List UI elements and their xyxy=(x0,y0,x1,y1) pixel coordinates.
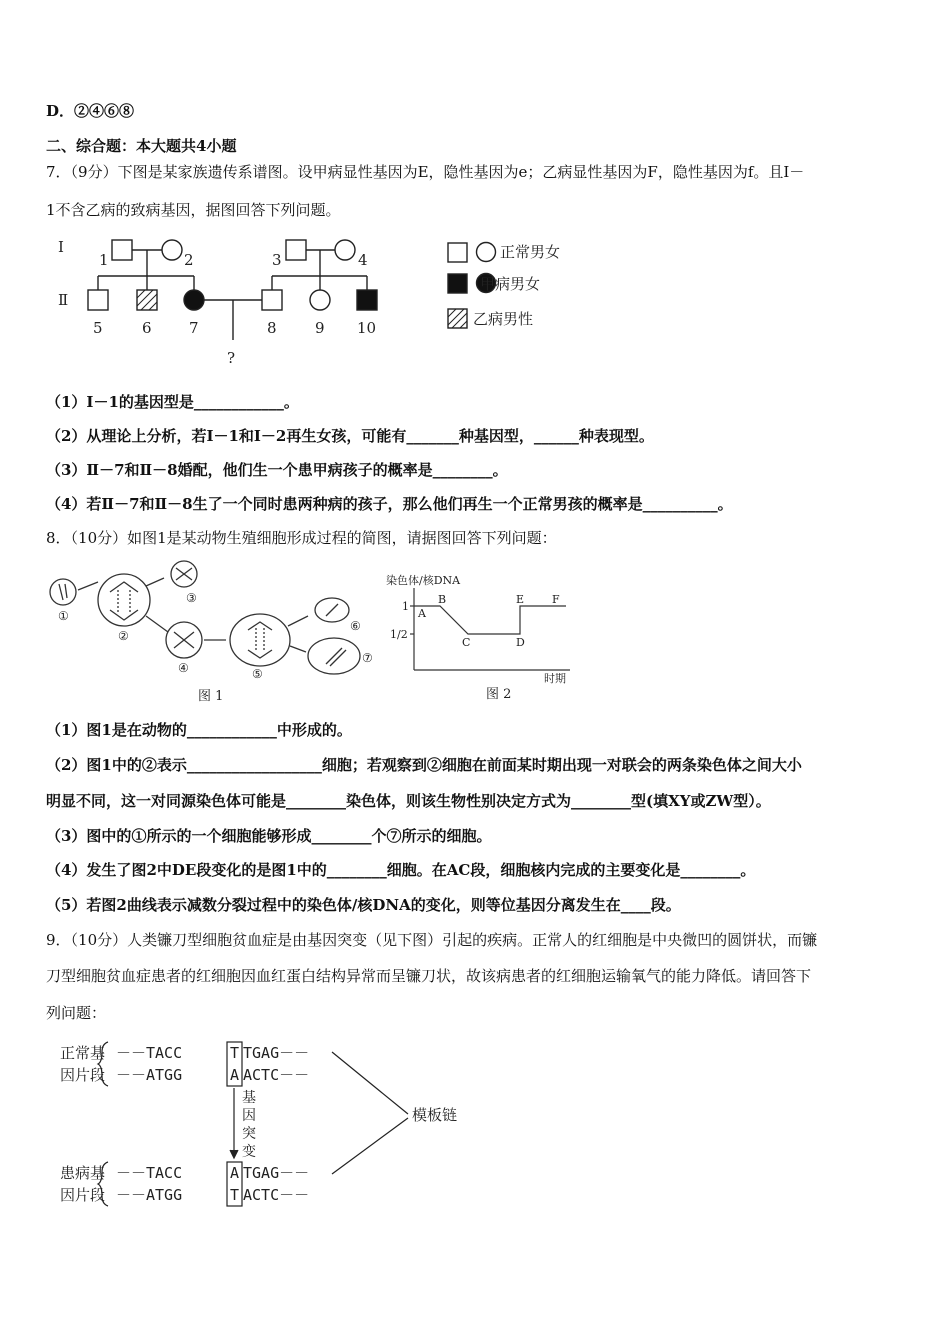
fig1-label-4: ④ xyxy=(178,661,189,675)
ped-ii9-female xyxy=(310,290,330,310)
ped-i2-female xyxy=(162,240,182,260)
fig2-tick-label-half: 1/2 xyxy=(390,628,408,641)
q9-stem-line2: 刀型细胞贫血症患者的红细胞因血红蛋白结构异常而呈镰刀状，故该病患者的红细胞运输氧气的能力降低。请回答下 xyxy=(46,967,812,985)
mutation-label-1: 基 xyxy=(242,1090,256,1106)
ped-label-2: 2 xyxy=(184,251,194,269)
ped-gen-i: Ⅰ xyxy=(58,238,64,256)
fig2-xlabel: 时期 xyxy=(544,672,566,685)
ped-i4-female xyxy=(335,240,355,260)
fig2-point-c: C xyxy=(462,636,471,649)
fig1-label-6: ⑥ xyxy=(350,619,361,633)
legend-jia-male xyxy=(448,274,467,293)
sick-top-strand-left: －－TACC xyxy=(116,1164,183,1182)
sick-gene-label-2: 因片段 xyxy=(60,1186,106,1204)
section-title: 二、综合题：本大题共4小题 xyxy=(46,137,237,155)
q8-sub5: （5）若图2曲线表示减数分裂过程中的染色体/核DNA的变化，则等位基因分离发生在____段。 xyxy=(46,896,681,914)
ped-label-4: 4 xyxy=(358,251,368,269)
template-strand-label: 模板链 xyxy=(412,1106,458,1124)
normal-bottom-strand-base: A xyxy=(230,1066,240,1084)
fig1-label-1: ① xyxy=(58,609,69,623)
q8-sub3: （3）图中的①所示的一个细胞能够形成________个⑦所示的细胞。 xyxy=(46,827,492,845)
legend-normal-male xyxy=(448,243,467,262)
gene-mutation-figure xyxy=(46,1036,486,1216)
mutation-label-3: 突 xyxy=(242,1126,256,1142)
template-pointer-top xyxy=(332,1052,408,1114)
normal-gene-label-1: 正常基 xyxy=(60,1044,106,1062)
q9-stem-line3: 列问题： xyxy=(46,1004,107,1022)
q9-stem-line1: 9．（10分）人类镰刀型细胞贫血症是由基因突变（见下图）引起的疾病。正常人的红细胞是中央微凹的圆饼状，而镰 xyxy=(46,931,818,949)
cell-1 xyxy=(50,579,76,605)
mutation-label-4: 变 xyxy=(242,1144,256,1160)
fig2-point-d: D xyxy=(516,636,525,649)
legend-normal-female xyxy=(477,243,496,262)
q8-sub2-line1: （2）图1中的②表示__________________细胞；若观察到②细胞在前面某时期出现一对联会的两条染色体之间大小 xyxy=(46,756,802,774)
legend-yi-label: 乙病男性 xyxy=(473,310,534,328)
q8-sub1: （1）图1是在动物的____________中形成的。 xyxy=(46,721,352,739)
fig2-curve xyxy=(414,606,566,634)
normal-top-strand-right: TGAG－－ xyxy=(243,1044,310,1062)
q8-sub4: （4）发生了图2中DE段变化的是图1中的________细胞。在AC段，细胞核内完成的主要变化是________。 xyxy=(46,861,756,879)
normal-top-strand-base: T xyxy=(230,1044,240,1062)
ped-label-10: 10 xyxy=(357,319,377,337)
fig2-caption: 图 2 xyxy=(486,687,512,702)
q7-sub3: （3）Ⅱ－7和Ⅱ－8婚配，他们生一个患甲病孩子的概率是________。 xyxy=(46,461,508,479)
fig1-label-7: ⑦ xyxy=(362,651,373,665)
q7-sub1: （1）Ⅰ－1的基因型是____________。 xyxy=(46,393,299,411)
ped-ii6-male-yi xyxy=(137,290,157,310)
q7-sub4: （4）若Ⅱ－7和Ⅱ－8生了一个同时患两种病的孩子，那么他们再生一个正常男孩的概率是__________。 xyxy=(46,495,733,513)
ped-ii8-male xyxy=(262,290,282,310)
sick-bottom-strand-base: T xyxy=(230,1186,240,1204)
sick-bottom-strand-left: －－ATGG xyxy=(116,1186,183,1204)
fig2-point-f: F xyxy=(552,593,560,606)
fig2-point-a: A xyxy=(418,607,426,620)
ped-i3-male xyxy=(286,240,306,260)
pedigree-chart xyxy=(46,228,606,378)
fig1-cell-division xyxy=(46,560,386,710)
ped-gen-ii: Ⅱ xyxy=(58,291,69,309)
normal-bottom-strand-right: ACTC－－ xyxy=(243,1066,310,1084)
sick-top-strand-right: TGAG－－ xyxy=(243,1164,310,1182)
ped-label-7: 7 xyxy=(189,319,199,337)
ped-label-1: 1 xyxy=(99,251,109,269)
ped-label-3: 3 xyxy=(272,251,282,269)
fig1-label-2: ② xyxy=(118,629,129,643)
fig1-label-3: ③ xyxy=(186,591,197,605)
fig2-point-e: E xyxy=(516,593,525,606)
fig2-point-b: B xyxy=(438,593,447,606)
legend-jia-label: 甲病男女 xyxy=(480,275,541,293)
top-option: D．②④⑥⑧ xyxy=(46,102,135,120)
fig2-tick-label-1: 1 xyxy=(402,600,409,613)
q8-stem-line1: 8．（10分）如图1是某动物生殖细胞形成过程的简图，请据图回答下列问题： xyxy=(46,529,557,547)
fig2-chromosome-dna-ratio-chart xyxy=(380,566,590,706)
ped-label-9: 9 xyxy=(315,319,325,337)
template-pointer-bottom xyxy=(332,1118,408,1174)
legend-yi-male xyxy=(448,309,467,328)
fig1-caption: 图 1 xyxy=(198,689,224,704)
q7-stem-line2: 1不含乙病的致病基因，据图回答下列问题。 xyxy=(46,201,341,219)
ped-ii10-male-jia xyxy=(357,290,377,310)
ped-ii5-male xyxy=(88,290,108,310)
sick-top-strand-base: A xyxy=(230,1164,240,1182)
fig1-label-5: ⑤ xyxy=(252,667,263,681)
ped-label-8: 8 xyxy=(267,319,277,337)
ped-label-6: 6 xyxy=(142,319,152,337)
q7-stem-line1: 7．（9分）下图是某家族遗传系谱图。设甲病显性基因为E，隐性基因为e；乙病显性基因为F，隐性基因为f。且Ⅰ－ xyxy=(46,163,805,181)
ped-ii7-female-jia xyxy=(184,290,204,310)
q7-sub2: （2）从理论上分析，若Ⅰ－1和Ⅰ－2再生女孩，可能有_______种基因型，______种表现型。 xyxy=(46,427,654,445)
sick-bottom-strand-right: ACTC－－ xyxy=(243,1186,310,1204)
ped-i1-male xyxy=(112,240,132,260)
legend-normal-label: 正常男女 xyxy=(500,243,561,261)
normal-gene-label-2: 因片段 xyxy=(60,1066,106,1084)
sick-gene-label-1: 患病基 xyxy=(60,1164,106,1182)
normal-bottom-strand-left: －－ATGG xyxy=(116,1066,183,1084)
normal-top-strand-left: －－TACC xyxy=(116,1044,183,1062)
ped-unknown-child: ? xyxy=(227,349,236,367)
fig2-ylabel: 染色体/核DNA xyxy=(386,574,461,587)
mutation-label-2: 因 xyxy=(242,1108,256,1124)
ped-label-5: 5 xyxy=(93,319,103,337)
q8-sub2-line2: 明显不同，这一对同源染色体可能是________染色体，则该生物性别决定方式为________型(填XY或ZW型）。 xyxy=(46,792,771,810)
